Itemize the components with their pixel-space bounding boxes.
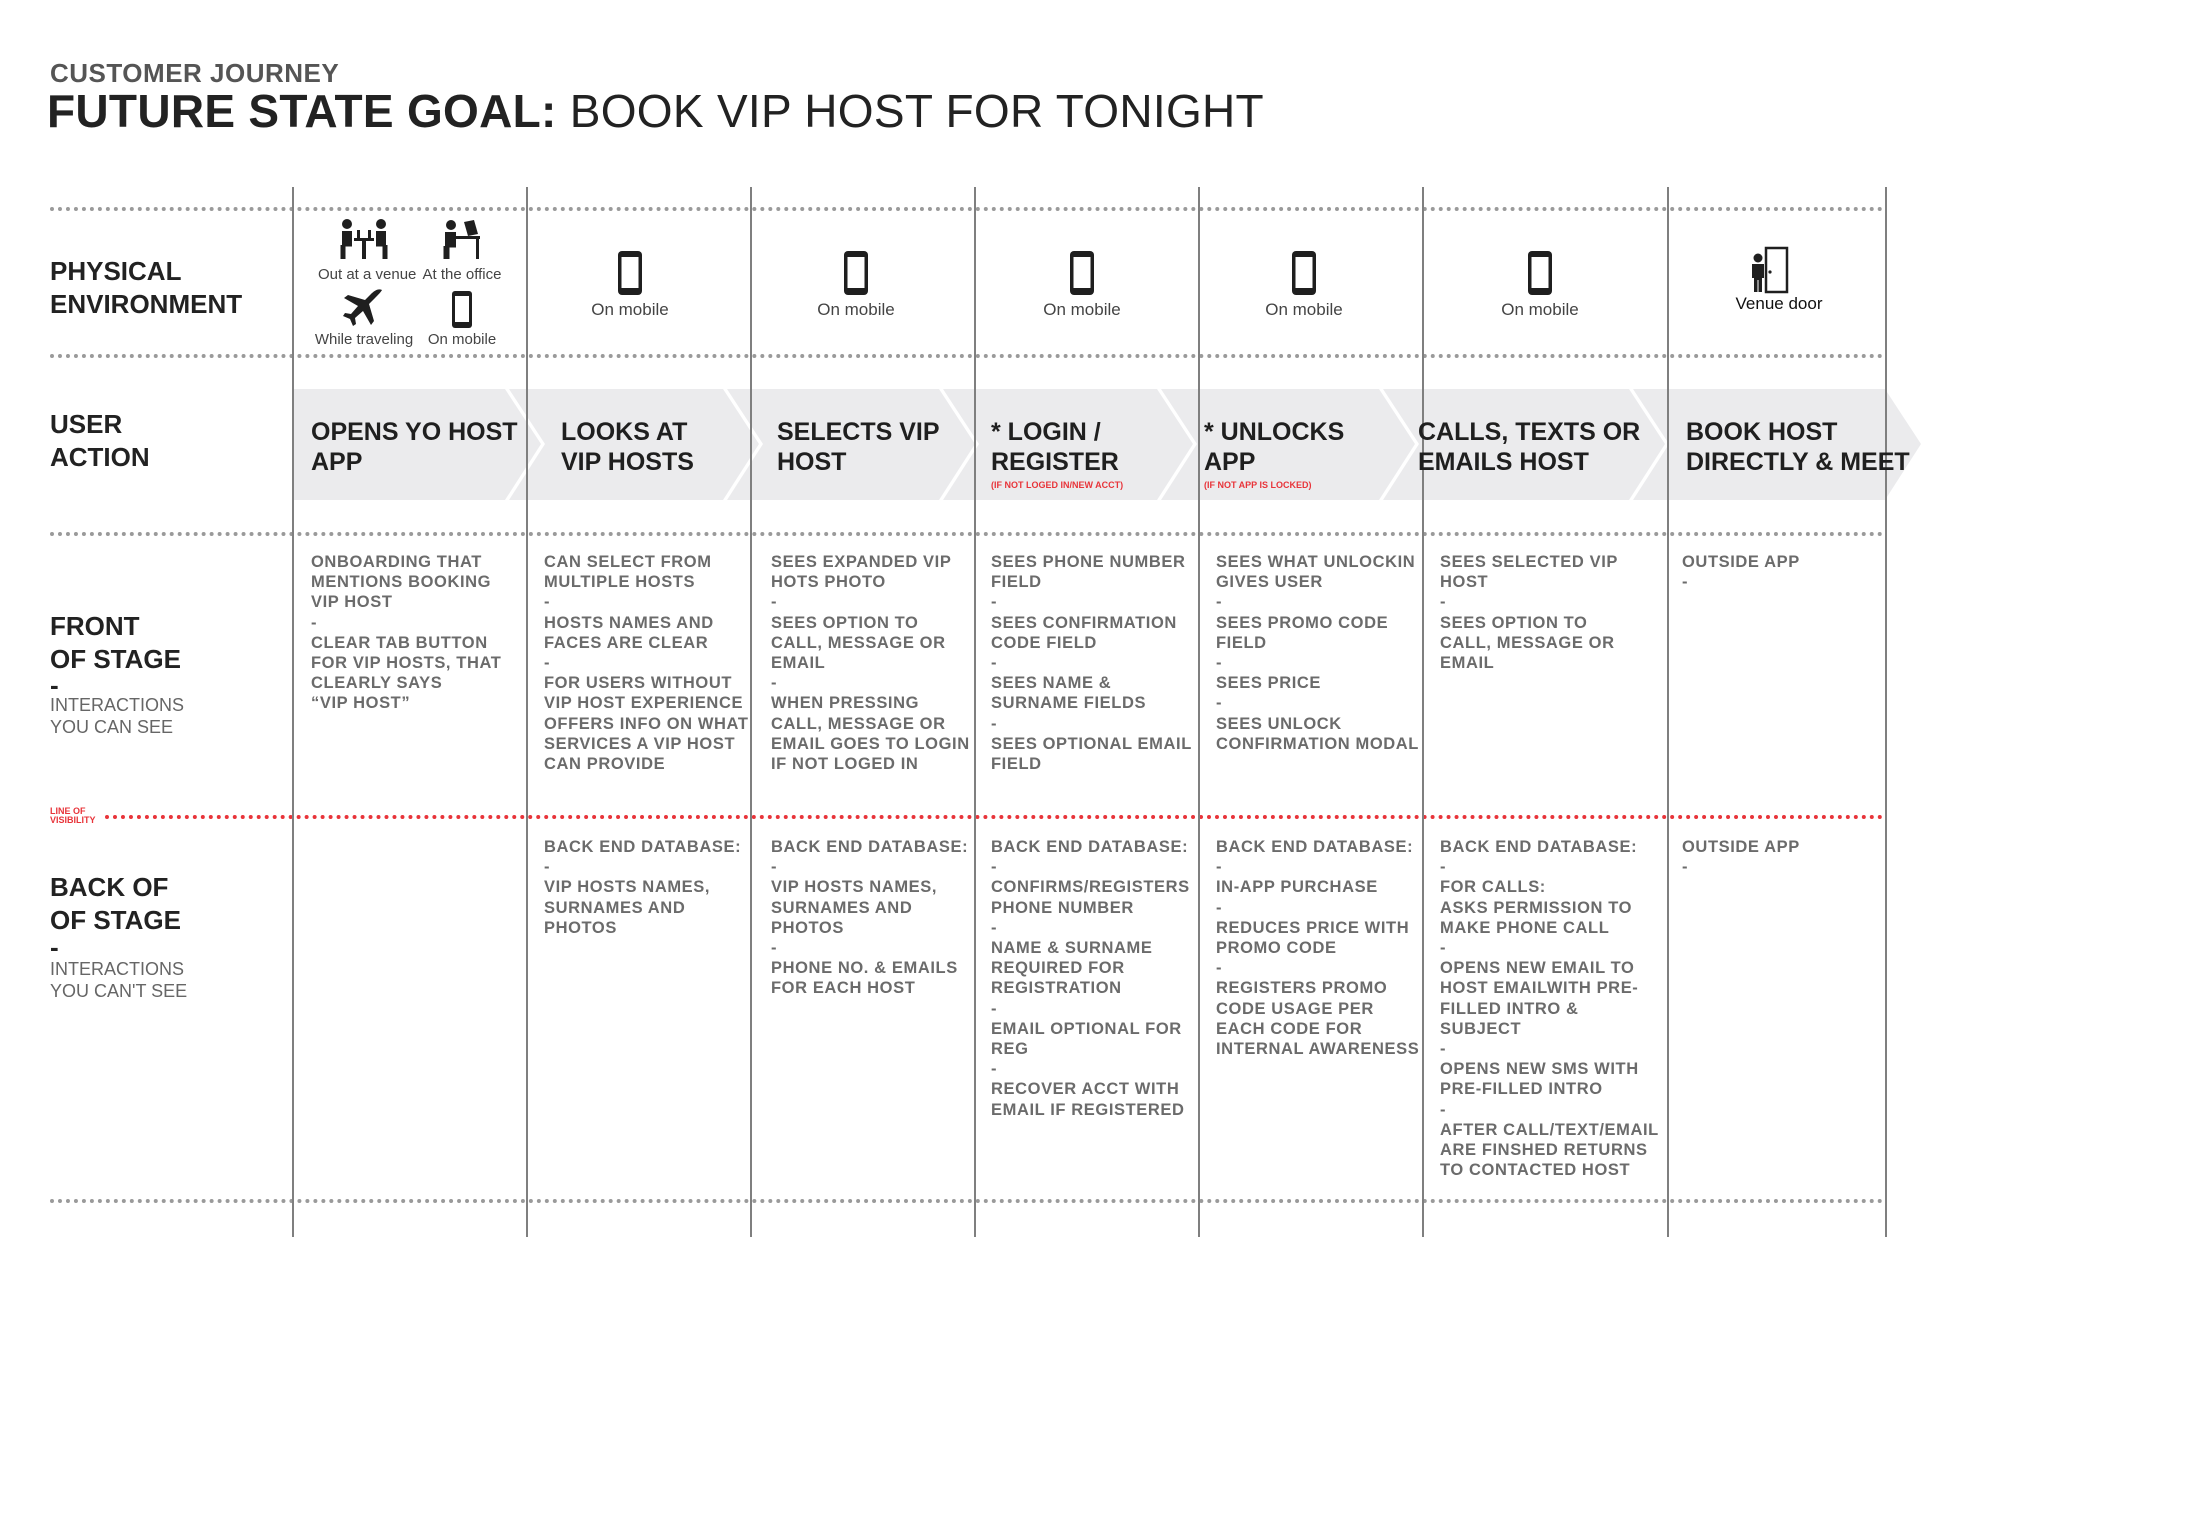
office-desk-icon [442, 218, 482, 262]
action-login-register: * LOGIN / REGISTER [991, 418, 1119, 476]
rule-action-bottom [50, 532, 1884, 536]
rule-bottom [50, 1199, 1884, 1203]
mobile-phone-icon [1526, 250, 1554, 296]
line-of-visibility-label: LINE OF VISIBILITY [50, 806, 96, 825]
env-label-mobile: On mobile [1501, 300, 1579, 319]
front-dash: - [50, 670, 59, 700]
mobile-phone-icon [450, 290, 474, 330]
action-opens-app: OPENS YO HOST APP [311, 418, 518, 476]
back-cell-book-host: OUTSIDE APP - [1682, 838, 1800, 877]
back-cell-unlocks-app: BACK END DATABASE: - IN-APP PURCHASE - REDUCES PRICE WITH PROMO CODE - REGISTERS PROMO CODE USAGE PER EACH CODE FOR INTERNAL AWARENESS [1216, 838, 1420, 1059]
page-subtitle: CUSTOMER JOURNEY [50, 58, 340, 88]
env-label-mobile: On mobile [591, 300, 669, 319]
title-bold: FUTURE STATE GOAL: [47, 85, 557, 137]
action-selects-host: SELECTS VIP HOST [777, 418, 940, 476]
env-label-mobile: On mobile [1265, 300, 1343, 319]
env-label-mobile: On mobile [427, 331, 497, 348]
venue-door-icon [1749, 246, 1789, 294]
back-cell-selects-host: BACK END DATABASE: - VIP HOSTS NAMES, SURNAMES AND PHOTOS - PHONE NO. & EMAILS FOR EACH HOST [771, 838, 969, 998]
column-divider [526, 187, 528, 1237]
front-of-stage-subtitle: INTERACTIONS YOU CAN SEE [50, 695, 185, 737]
venue-table-icon [338, 218, 390, 262]
row-label-front-of-stage: FRONT OF STAGE [50, 611, 181, 674]
back-cell-login-register: BACK END DATABASE: - CONFIRMS/REGISTERS PHONE NUMBER - NAME & SURNAME REQUIRED FOR REGISTRATION - EMAIL OPTIONAL FOR REG - RECOVER ACCT WITH EMAIL IF REGISTERED [991, 838, 1190, 1119]
mobile-phone-icon [616, 250, 644, 296]
front-cell-looks-at-hosts: CAN SELECT FROM MULTIPLE HOSTS - HOSTS NAMES AND FACES ARE CLEAR - FOR USERS WITHOUT VIP HOST EXPERIENCE OFFERS INFO ON WHAT SERVICES A VIP HOST CAN PROVIDE [544, 553, 749, 774]
row-label-user-action: USER ACTION [50, 409, 150, 472]
row-label-back-of-stage: BACK OF OF STAGE [50, 872, 181, 935]
column-divider [1885, 187, 1887, 1237]
front-cell-book-host: OUTSIDE APP - [1682, 553, 1800, 592]
mobile-phone-icon [1068, 250, 1096, 296]
env-label-venue: Out at a venue [318, 266, 417, 283]
action-book-host: BOOK HOST DIRECTLY & MEET [1686, 418, 1910, 476]
back-of-stage-subtitle: INTERACTIONS YOU CAN'T SEE [50, 959, 188, 1001]
line-of-visibility [105, 815, 1884, 819]
action-calls-texts-emails: CALLS, TEXTS OR EMAILS HOST [1418, 418, 1641, 476]
action-looks-at-hosts: LOOKS AT VIP HOSTS [561, 418, 694, 476]
front-cell-opens-app: ONBOARDING THAT MENTIONS BOOKING VIP HOST - CLEAR TAB BUTTON FOR VIP HOSTS, THAT CLEARLY SAYS “VIP HOST” [311, 553, 502, 713]
back-dash: - [50, 932, 59, 962]
airplane-icon [342, 288, 386, 328]
front-cell-selects-host: SEES EXPANDED VIP HOTS PHOTO - SEES OPTION TO CALL, MESSAGE OR EMAIL - WHEN PRESSING CALL, MESSAGE OR EMAIL GOES TO LOGIN IF NOT LOGED IN [771, 553, 970, 774]
env-label-mobile: On mobile [1043, 300, 1121, 319]
rule-top [50, 207, 1884, 211]
page-title [47, 84, 1264, 138]
row-label-physical-environment: PHYSICAL ENVIRONMENT [50, 256, 243, 319]
env-label-office: At the office [422, 266, 502, 283]
env-label-venue-door: Venue door [1735, 294, 1823, 313]
mobile-phone-icon [842, 250, 870, 296]
action-unlocks-app: * UNLOCKS APP [1204, 418, 1345, 476]
front-cell-login-register: SEES PHONE NUMBER FIELD - SEES CONFIRMATION CODE FIELD - SEES NAME & SURNAME FIELDS - SEES OPTIONAL EMAIL FIELD [991, 553, 1192, 774]
back-cell-looks-at-hosts: BACK END DATABASE: - VIP HOSTS NAMES, SURNAMES AND PHOTOS [544, 838, 742, 937]
title-rest: BOOK VIP HOST FOR TONIGHT [556, 85, 1264, 137]
env-label-traveling: While traveling [314, 331, 414, 348]
rule-env-bottom [50, 354, 1884, 358]
front-cell-calls-texts-emails: SEES SELECTED VIP HOST - SEES OPTION TO CALL, MESSAGE OR EMAIL [1440, 553, 1618, 673]
action-note-unlocks: (IF NOT APP IS LOCKED) [1204, 480, 1312, 490]
env-label-mobile: On mobile [817, 300, 895, 319]
front-cell-unlocks-app: SEES WHAT UNLOCKIN GIVES USER - SEES PROMO CODE FIELD - SEES PRICE - SEES UNLOCK CONFIRMATION MODAL [1216, 553, 1419, 753]
action-note-login: (IF NOT LOGED IN/NEW ACCT) [991, 480, 1124, 490]
back-cell-calls-texts-emails: BACK END DATABASE: - FOR CALLS: ASKS PERMISSION TO MAKE PHONE CALL - OPENS NEW EMAIL TO HOST EMAILWITH PRE- FILLED INTRO & SUBJECT - OPENS NEW SMS WITH PRE-FILLED INTRO - AFTER CALL/TEXT/EMAIL ARE FINSHED RETURNS TO CONTACTED HOST [1440, 838, 1659, 1180]
column-divider [292, 187, 294, 1237]
mobile-phone-icon [1290, 250, 1318, 296]
